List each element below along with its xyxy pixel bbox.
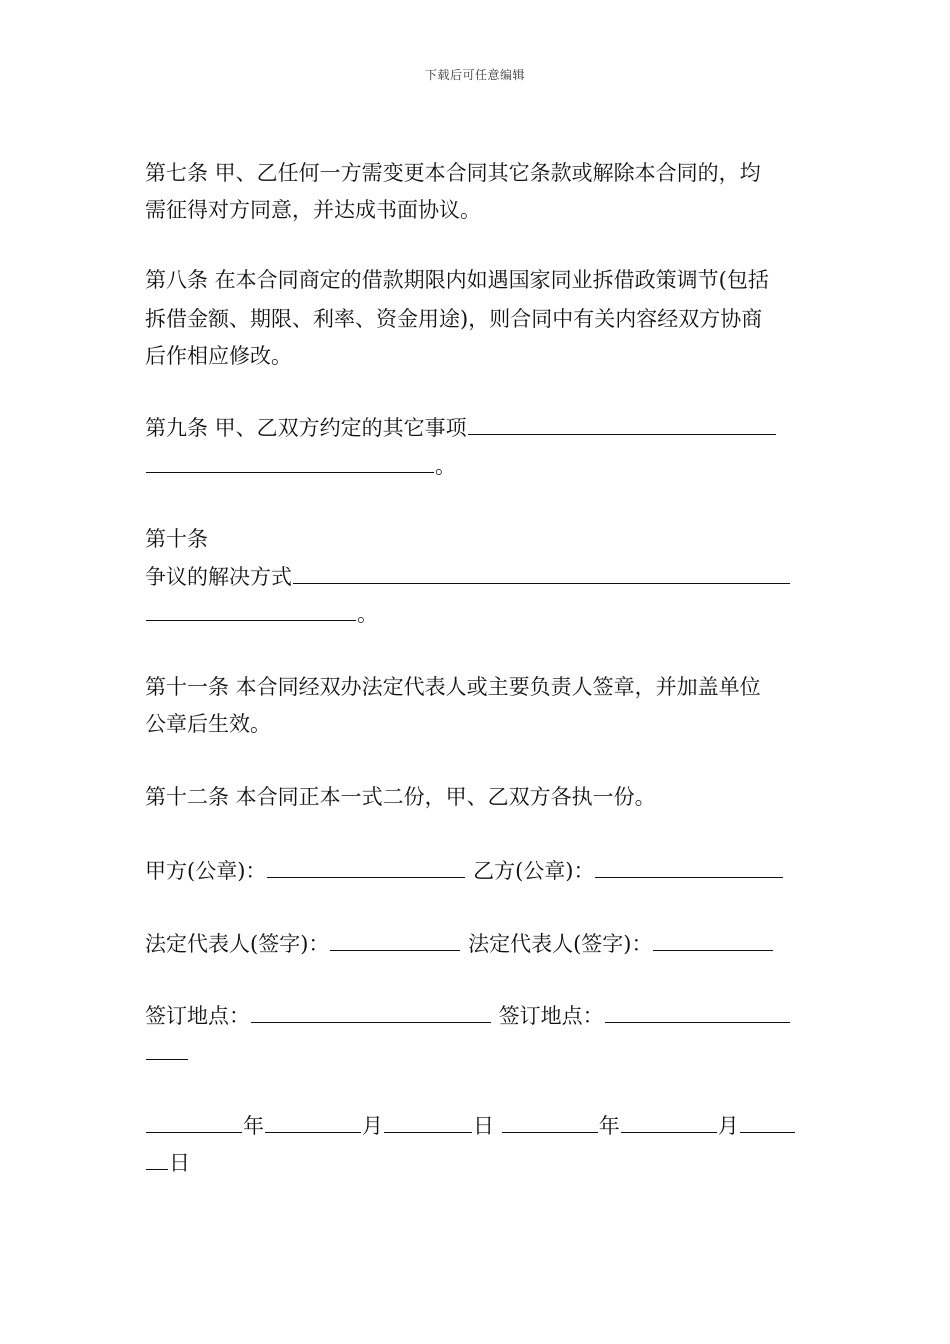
rep-a-signature-blank[interactable] — [330, 930, 460, 951]
article-9-text: 第九条 甲、乙双方约定的其它事项 — [145, 416, 467, 440]
rep-a-label: 法定代表人(签字)： — [145, 932, 330, 956]
place-b-blank[interactable] — [605, 1002, 790, 1023]
page-header: 下载后可任意编辑 — [424, 68, 525, 82]
article-11-line-2: 公章后生效。 — [145, 712, 271, 736]
article-9-end: 。 — [435, 454, 456, 478]
party-a-seal-label: 甲方(公章)： — [145, 859, 267, 883]
date-b-month-label: 月 — [717, 1114, 739, 1138]
signing-place-line-2 — [145, 1039, 189, 1066]
rep-b-signature-blank[interactable] — [653, 930, 773, 951]
other-matters-blank-continued[interactable] — [146, 452, 434, 473]
article-11-line-1: 第十一条 本合同经双办法定代表人或主要负责人签章，并加盖单位 — [145, 675, 761, 699]
date-b-year-blank[interactable] — [502, 1112, 598, 1133]
representative-line — [145, 930, 774, 957]
party-seal-line — [145, 857, 784, 884]
article-8-line-2: 拆借金额、期限、利率、资金用途)，则合同中有关内容经双方协商 — [145, 307, 763, 331]
other-matters-blank[interactable] — [468, 414, 776, 435]
date-line-2 — [145, 1149, 190, 1176]
article-7-line-1: 第七条 甲、乙任何一方需变更本合同其它条款或解除本合同的，均 — [145, 161, 761, 185]
party-a-seal-blank[interactable] — [267, 857, 465, 878]
place-b-blank-continued[interactable] — [146, 1039, 188, 1060]
article-10-title: 第十条 — [145, 527, 208, 551]
date-a-month-blank[interactable] — [265, 1112, 361, 1133]
place-a-blank[interactable] — [251, 1002, 491, 1023]
date-a-year-label: 年 — [243, 1114, 264, 1138]
date-b-year-label: 年 — [598, 1114, 620, 1138]
date-b-day-blank-continued[interactable] — [146, 1149, 168, 1170]
rep-b-label: 法定代表人(签字)： — [468, 932, 653, 956]
date-line — [145, 1112, 796, 1139]
article-10-line-3 — [145, 600, 378, 627]
article-10-end: 。 — [357, 602, 378, 626]
article-7-line-2: 需征得对方同意，并达成书面协议。 — [145, 198, 481, 222]
date-b-month-blank[interactable] — [621, 1112, 717, 1133]
dispute-resolution-blank-continued[interactable] — [146, 600, 356, 621]
place-b-label: 签订地点： — [498, 1004, 604, 1028]
article-12-line-1: 第十二条 本合同正本一式二份，甲、乙双方各执一份。 — [145, 785, 656, 809]
date-a-day-label: 日 — [473, 1114, 494, 1138]
signing-place-line — [145, 1002, 791, 1029]
article-8-line-1: 第八条 在本合同商定的借款期限内如遇国家同业拆借政策调节(包括 — [145, 268, 769, 292]
date-a-day-blank[interactable] — [384, 1112, 472, 1133]
date-b-day-blank[interactable] — [740, 1112, 795, 1133]
date-a-month-label: 月 — [362, 1114, 383, 1138]
article-10-text: 争议的解决方式 — [145, 565, 292, 589]
party-b-seal-label: 乙方(公章)： — [473, 859, 595, 883]
party-b-seal-blank[interactable] — [595, 857, 783, 878]
article-8-line-3: 后作相应修改。 — [145, 344, 292, 368]
date-a-year-blank[interactable] — [146, 1112, 242, 1133]
article-9-line-2 — [145, 452, 456, 479]
dispute-resolution-blank[interactable] — [293, 563, 790, 584]
place-a-label: 签订地点： — [145, 1004, 250, 1028]
article-10-line-2 — [145, 563, 791, 590]
date-b-day-label: 日 — [169, 1151, 190, 1175]
article-9-line-1 — [145, 414, 777, 441]
